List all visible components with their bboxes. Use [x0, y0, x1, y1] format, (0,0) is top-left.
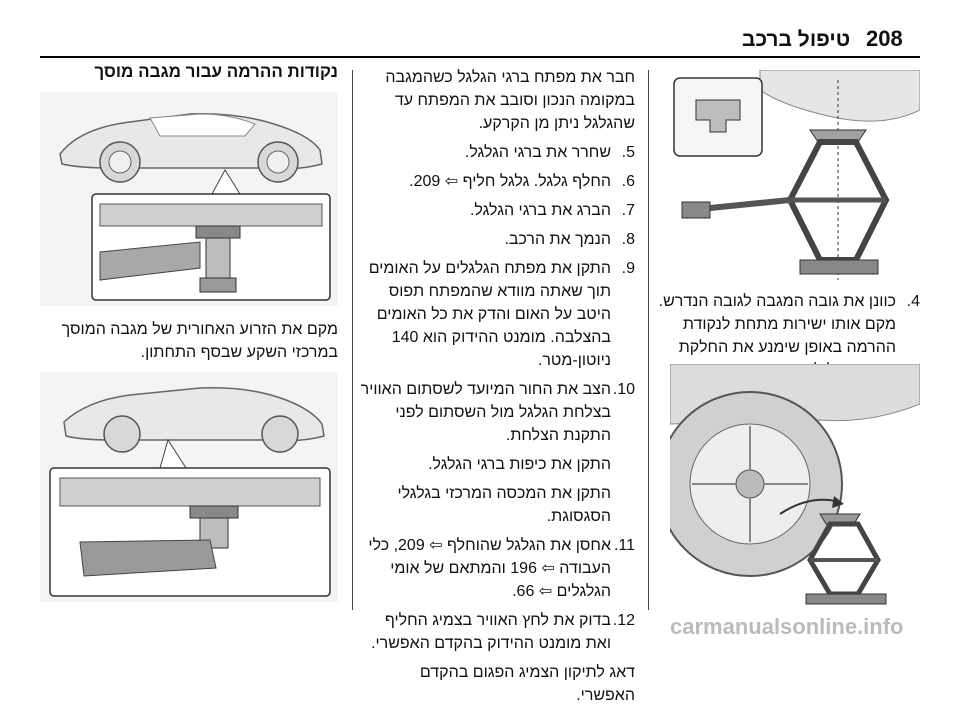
- figure-caption: מקם את הזרוע האחורית של מגבה המוסך במרכזי השקע שבסף התחתון.: [61, 321, 338, 361]
- paragraph: דאג לתיקון הצמיג הפגום בהקדם האפשרי.: [419, 664, 635, 704]
- jack-detail-figure: [670, 70, 920, 280]
- page-header: [0, 0, 960, 56]
- list-item: 8. הנמך את הרכב.: [504, 231, 635, 248]
- column-divider-left: [352, 70, 353, 610]
- paragraph: התקן את כיפות ברגי הגלגל.: [428, 456, 611, 473]
- intro-paragraph: חבר את מפתח ברגי הגלגל כשהמגבה במקומה הנכון וסובב את המפתח עד שהגלגל ניתן מן הקרקע.: [385, 69, 635, 132]
- list-item: 4. כוונן את גובה המגבה לגובה הנדרש. מקם אותו ישירות מתחת לנקודת ההרמה באופן שימנע את החלקת: [658, 293, 920, 356]
- jack-under-car-figure: [670, 364, 920, 608]
- watermark: carmanualsonline.info: [670, 614, 904, 639]
- paragraph: התקן את המכסה המרכזי בגלגלי הסגסוגת.: [397, 485, 611, 525]
- middle-column: [360, 66, 635, 713]
- column-divider-right: [648, 70, 649, 610]
- list-item: 12. בדוק את לחץ האוויר בצמיג החליף ואת מומנט ההידוק בהקדם האפשרי.: [371, 612, 635, 652]
- list-item: 10. הצב את החור המיועד לשסתום האוויר בצלחת הגלגל מול השסתום לפני התקנת הצלחת.: [360, 381, 635, 444]
- header-rule: [40, 56, 920, 58]
- page-title: טיפול ברכב: [742, 28, 851, 51]
- list-item: 7. הברג את ברגי הגלגל.: [469, 202, 635, 219]
- section-heading: נקודות ההרמה עבור מגבה מוסך: [94, 62, 338, 81]
- page-number: 208: [866, 26, 903, 51]
- list-item: 6. החלף גלגל. גלגל חליף ⇦ 209.: [409, 173, 635, 190]
- car-lift-point-figure-2: [40, 372, 338, 602]
- car-lift-point-figure-1: [40, 92, 338, 306]
- list-item: 5. שחרר את ברגי הגלגל.: [464, 144, 635, 161]
- list-item: 11. אחסן את הגלגל שהוחלף ⇦ 209, כלי העבודה ⇦ 196 והמתאם של אומי הגלגלים ⇦ 66.: [368, 537, 635, 600]
- list-item: 9. התקן את מפתח הגלגלים על האומים תוך שאתה מוודא שהמפתח תפוס היטב על האום והדק את כל האומים בהצלבה. מומנט ההידוק הוא 140 ניוטון-מטר.: [368, 260, 635, 369]
